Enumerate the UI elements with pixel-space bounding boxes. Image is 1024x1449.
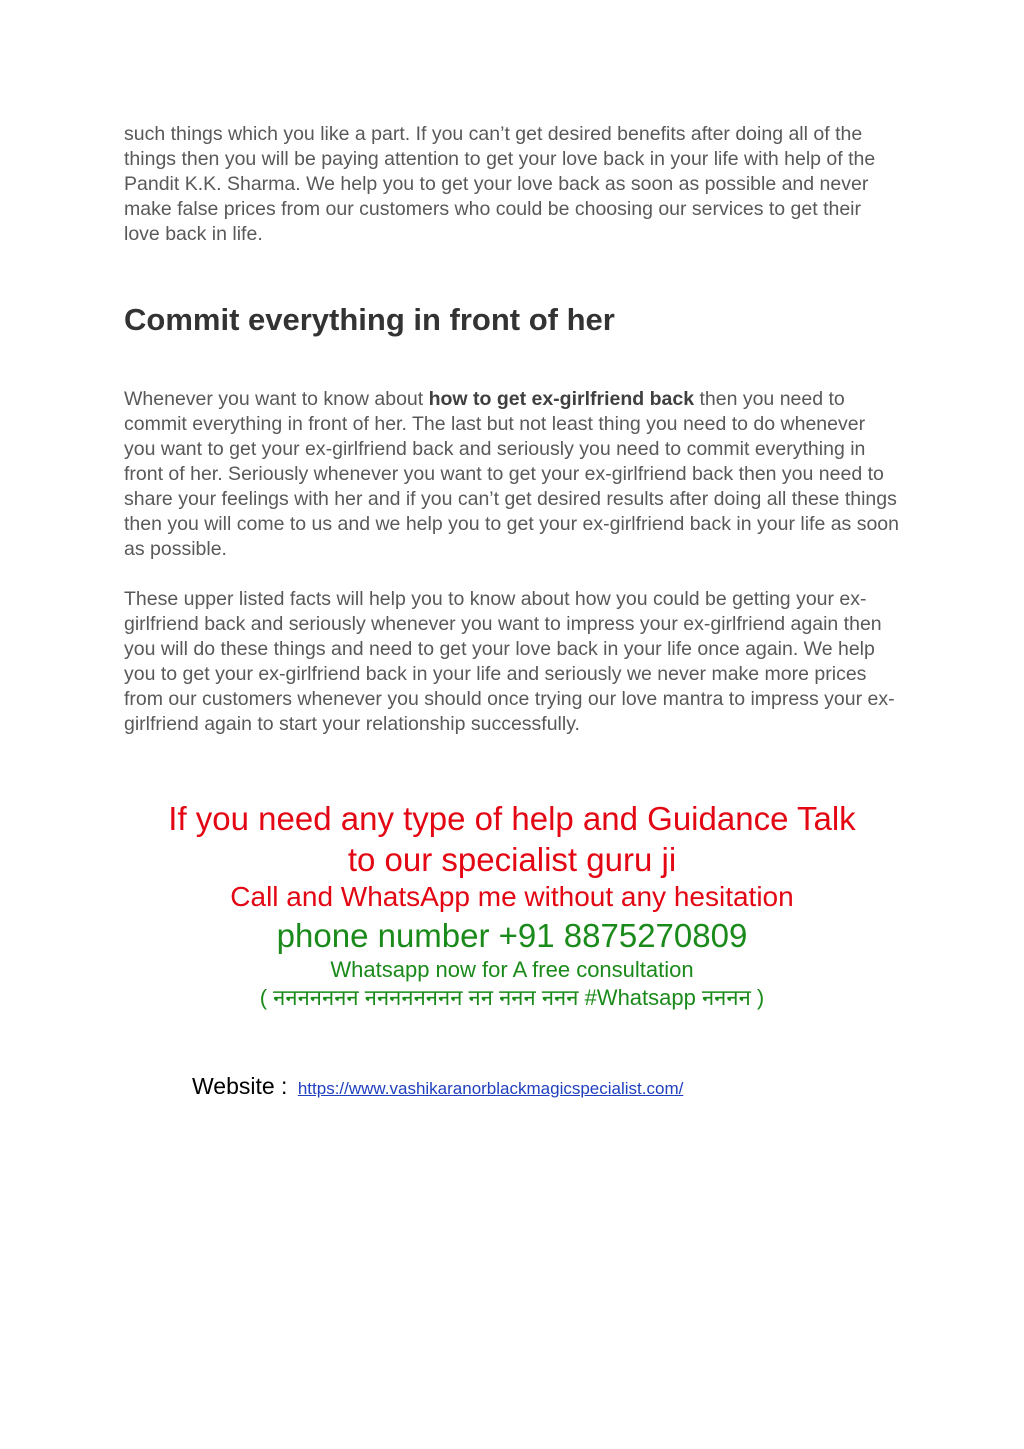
whatsapp-text: Whatsapp now for A free consultation xyxy=(330,957,694,982)
keyword-bold: how to get ex-girlfriend back xyxy=(428,388,695,410)
website-line xyxy=(192,1071,683,1104)
paragraph-commit-rest: then you need to commit everything in front of her. The last but not least thing you need to do whenever you want to get your ex-girlfriend back and seriously you need to commit everything in front of her. Seriously whenever you want to get your ex-girlfriend back then you need to share your feelings with her and if you can’t get desired results after doing all these things then you will come to us and we help you to get your ex-girlfriend back in your life as soon as possible. xyxy=(124,388,900,560)
callout-headline-line2: to our specialist guru ji xyxy=(347,841,677,878)
website-link[interactable]: https://www.vashikaranorblackmagicspecialist.com/ xyxy=(297,1079,684,1098)
phone-number[interactable]: phone number +91 8875270809 xyxy=(276,917,748,954)
document-body xyxy=(124,122,900,737)
contact-callout xyxy=(124,798,900,1012)
website-label: Website : xyxy=(192,1073,294,1099)
intro-paragraph: such things which you like a part. If you can’t get desired benefits after doing all of the things then you will be paying attention to get your love back in your life with help of the Pandit K.K. Sharma. We help you to get your love back as soon as possible and never make false prices from our customers who could be choosing our services to get their love back in life. xyxy=(124,123,876,245)
paragraph-commit xyxy=(124,387,900,562)
hindi-whatsapp-text: ( ननननननन नननननननन नन ननन ननन #Whatsapp नननन ) xyxy=(259,985,765,1010)
section-heading: Commit everything in front of her xyxy=(124,302,615,337)
paragraph-facts: These upper listed facts will help you to know about how you could be getting your ex-girlfriend back and seriously whenever you want to impress your ex-girlfriend again then you will do these things and need to get your love back in your life once again. We help you to get your ex-girlfriend back in your life and seriously we never make more prices from our customers whenever you should once trying our love mantra to impress your ex-girlfriend again to start your relationship successfully. xyxy=(124,588,895,735)
callout-call-text: Call and WhatsApp me without any hesitation xyxy=(230,881,794,912)
callout-headline-line1: If you need any type of help and Guidance Talk xyxy=(168,800,856,837)
paragraph-gap xyxy=(124,562,900,587)
paragraph-commit-start: Whenever you want to know about xyxy=(124,388,429,410)
